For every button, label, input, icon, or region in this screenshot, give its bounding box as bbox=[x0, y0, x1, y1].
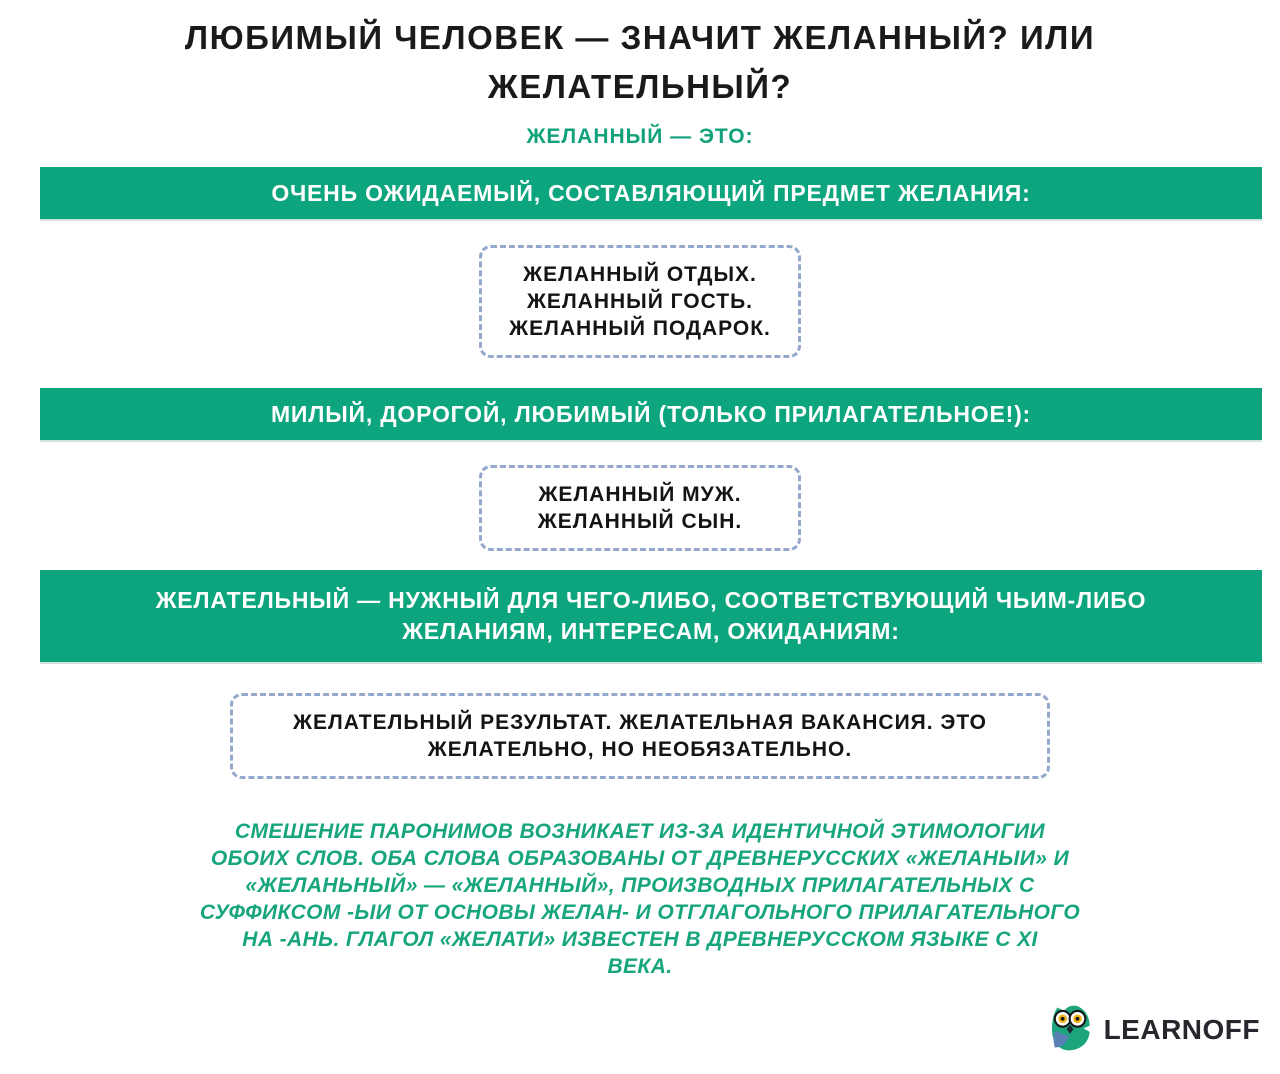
example-line: ЖЕЛАННЫЙ ОТДЫХ. bbox=[523, 263, 757, 286]
definition-band-2-label: МИЛЫЙ, ДОРОГОЙ, ЛЮБИМЫЙ (ТОЛЬКО ПРИЛАГАТЕЛЬНОЕ!): bbox=[270, 400, 1032, 427]
examples-box-3 bbox=[230, 693, 1050, 779]
learnoff-logo bbox=[1047, 1002, 1260, 1058]
page-title bbox=[0, 0, 1280, 111]
etymology-note-line: НА -АНЬ. ГЛАГОЛ «ЖЕЛАТИ» ИЗВЕСТЕН В ДРЕВНЕРУССКОМ ЯЗЫКЕ С XI bbox=[242, 928, 1038, 951]
etymology-note-line: ВЕКА. bbox=[607, 955, 673, 978]
definition-band-2 bbox=[40, 388, 1262, 440]
example-line: ЖЕЛАННЫЙ СЫН. bbox=[537, 510, 743, 533]
subtitle: ЖЕЛАННЫЙ — ЭТО: bbox=[526, 125, 754, 148]
example-line: ЖЕЛАННЫЙ МУЖ. bbox=[538, 483, 742, 506]
logo-text: LEARNOFF bbox=[1103, 1014, 1260, 1045]
definition-band-3 bbox=[40, 570, 1262, 662]
example-line: ЖЕЛАТЕЛЬНО, НО НЕОБЯЗАТЕЛЬНО. bbox=[427, 738, 853, 761]
etymology-note-line: «ЖЕЛАНЬНЫЙ» — «ЖЕЛАННЫЙ», ПРОИЗВОДНЫХ ПРИЛАГАТЕЛЬНЫХ С bbox=[245, 874, 1035, 897]
definition-band-1-label: ОЧЕНЬ ОЖИДАЕМЫЙ, СОСТАВЛЯЮЩИЙ ПРЕДМЕТ ЖЕЛАНИЯ: bbox=[271, 179, 1031, 206]
definition-band-1 bbox=[40, 167, 1262, 219]
etymology-note-line: ОБОИХ СЛОВ. ОБА СЛОВА ОБРАЗОВАНЫ ОТ ДРЕВНЕРУССКИХ «ЖЕЛАНЫИ» И bbox=[210, 847, 1070, 870]
etymology-note-line: СУФФИКСОМ -ЫИ ОТ ОСНОВЫ ЖЕЛАН- И ОТГЛАГОЛЬНОГО ПРИЛАГАТЕЛЬНОГО bbox=[199, 901, 1081, 924]
definition-band-3-label: ЖЕЛАТЕЛЬНЫЙ — НУЖНЫЙ ДЛЯ ЧЕГО-ЛИБО, СООТВЕТСТВУЮЩИЙ ЧЬИМ-ЛИБО bbox=[155, 587, 1147, 613]
page-title-line: ЖЕЛАТЕЛЬНЫЙ? bbox=[487, 68, 793, 105]
example-line: ЖЕЛАННЫЙ ГОСТЬ. bbox=[526, 290, 754, 313]
examples-box-1 bbox=[479, 245, 801, 358]
example-line: ЖЕЛАТЕЛЬНЫЙ РЕЗУЛЬТАТ. ЖЕЛАТЕЛЬНАЯ ВАКАНСИЯ. ЭТО bbox=[292, 711, 988, 734]
etymology-note bbox=[0, 818, 1280, 980]
definition-band-3-label: ЖЕЛАНИЯМ, ИНТЕРЕСАМ, ОЖИДАНИЯМ: bbox=[402, 618, 900, 644]
etymology-note-line: СМЕШЕНИЕ ПАРОНИМОВ ВОЗНИКАЕТ ИЗ-ЗА ИДЕНТИЧНОЙ ЭТИМОЛОГИИ bbox=[234, 820, 1046, 843]
page-title-line: ЛЮБИМЫЙ ЧЕЛОВЕК — ЗНАЧИТ ЖЕЛАННЫЙ? ИЛИ bbox=[184, 19, 1096, 56]
examples-box-2 bbox=[479, 465, 801, 551]
owl-icon bbox=[1047, 1002, 1094, 1058]
example-line: ЖЕЛАННЫЙ ПОДАРОК. bbox=[509, 317, 771, 340]
